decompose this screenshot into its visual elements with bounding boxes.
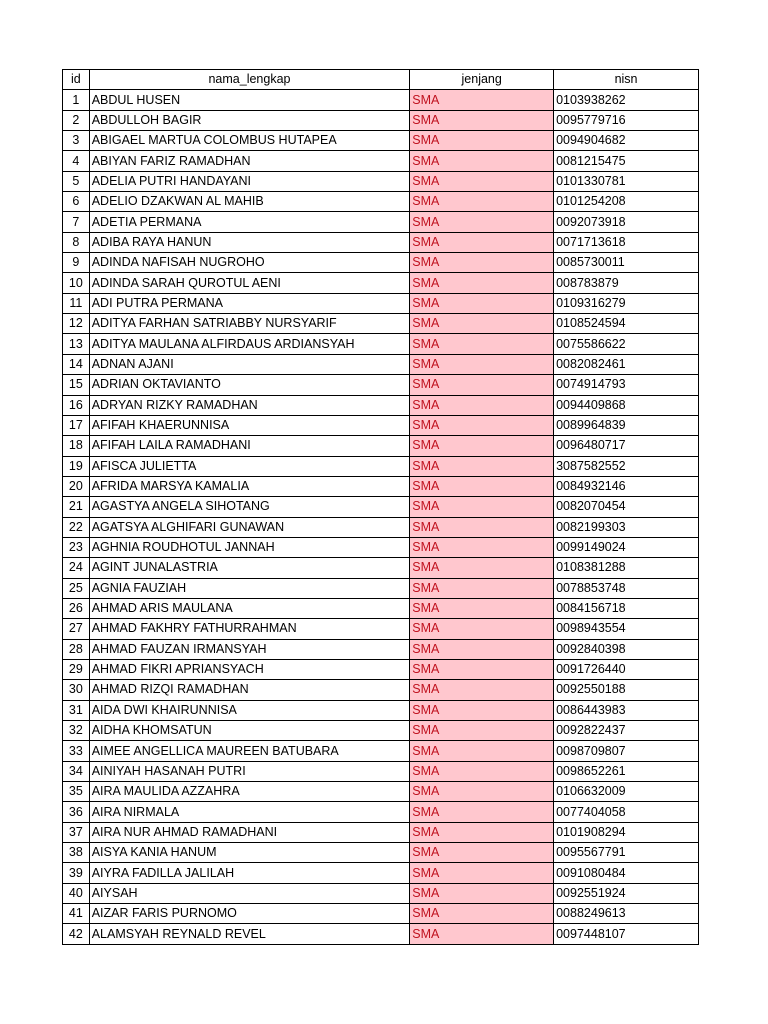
cell-nisn: 0109316279 (554, 293, 699, 313)
cell-id: 5 (63, 171, 90, 191)
cell-jenjang: SMA (410, 822, 554, 842)
table-row (63, 293, 699, 313)
cell-id: 2 (63, 110, 90, 130)
header-nisn: nisn (554, 70, 699, 90)
table-row (63, 497, 699, 517)
cell-id: 27 (63, 619, 90, 639)
cell-nama-lengkap: ADITYA MAULANA ALFIRDAUS ARDIANSYAH (89, 334, 410, 354)
cell-id: 12 (63, 314, 90, 334)
table-row (63, 375, 699, 395)
table-row (63, 110, 699, 130)
table-row (63, 395, 699, 415)
cell-id: 26 (63, 598, 90, 618)
cell-nisn: 0081215475 (554, 151, 699, 171)
table-row (63, 904, 699, 924)
cell-nama-lengkap: ADELIO DZAKWAN AL MAHIB (89, 192, 410, 212)
cell-jenjang: SMA (410, 415, 554, 435)
header-jenjang: jenjang (410, 70, 554, 90)
cell-jenjang: SMA (410, 293, 554, 313)
cell-nama-lengkap: AIRA NIRMALA (89, 802, 410, 822)
cell-id: 38 (63, 843, 90, 863)
header-row (63, 70, 699, 90)
cell-jenjang: SMA (410, 314, 554, 334)
cell-nisn: 0092551924 (554, 883, 699, 903)
table-row (63, 619, 699, 639)
cell-nama-lengkap: ADINDA SARAH QUROTUL AENI (89, 273, 410, 293)
cell-jenjang: SMA (410, 436, 554, 456)
cell-nama-lengkap: ADI PUTRA PERMANA (89, 293, 410, 313)
cell-nisn: 0092550188 (554, 680, 699, 700)
cell-jenjang: SMA (410, 700, 554, 720)
cell-id: 37 (63, 822, 90, 842)
table-row (63, 782, 699, 802)
table-row (63, 171, 699, 191)
cell-jenjang: SMA (410, 375, 554, 395)
cell-nisn: 0099149024 (554, 537, 699, 557)
table-row (63, 741, 699, 761)
table-row (63, 578, 699, 598)
cell-nama-lengkap: ABDUL HUSEN (89, 90, 410, 110)
cell-nisn: 0074914793 (554, 375, 699, 395)
cell-nisn: 0092073918 (554, 212, 699, 232)
cell-nisn: 0082070454 (554, 497, 699, 517)
cell-id: 11 (63, 293, 90, 313)
cell-jenjang: SMA (410, 151, 554, 171)
cell-nama-lengkap: ADINDA NAFISAH NUGROHO (89, 253, 410, 273)
table-row (63, 253, 699, 273)
table-row (63, 537, 699, 557)
table-row (63, 659, 699, 679)
cell-nama-lengkap: ADITYA FARHAN SATRIABBY NURSYARIF (89, 314, 410, 334)
cell-nisn: 0103938262 (554, 90, 699, 110)
cell-jenjang: SMA (410, 802, 554, 822)
cell-nama-lengkap: AGATSYA ALGHIFARI GUNAWAN (89, 517, 410, 537)
table-row (63, 415, 699, 435)
cell-id: 13 (63, 334, 90, 354)
table-row (63, 476, 699, 496)
cell-nisn: 0095567791 (554, 843, 699, 863)
cell-nisn: 0082082461 (554, 354, 699, 374)
cell-nama-lengkap: ADRYAN RIZKY RAMADHAN (89, 395, 410, 415)
cell-id: 32 (63, 721, 90, 741)
cell-jenjang: SMA (410, 924, 554, 944)
table-row (63, 863, 699, 883)
table-row (63, 700, 699, 720)
cell-jenjang: SMA (410, 456, 554, 476)
cell-id: 28 (63, 639, 90, 659)
cell-id: 23 (63, 537, 90, 557)
cell-nama-lengkap: AGASTYA ANGELA SIHOTANG (89, 497, 410, 517)
cell-jenjang: SMA (410, 883, 554, 903)
cell-nisn: 0101908294 (554, 822, 699, 842)
cell-nama-lengkap: AGNIA FAUZIAH (89, 578, 410, 598)
cell-jenjang: SMA (410, 680, 554, 700)
cell-id: 22 (63, 517, 90, 537)
header-nama-lengkap: nama_lengkap (89, 70, 410, 90)
cell-id: 36 (63, 802, 90, 822)
cell-jenjang: SMA (410, 904, 554, 924)
cell-jenjang: SMA (410, 721, 554, 741)
cell-nisn: 0101254208 (554, 192, 699, 212)
cell-nama-lengkap: AIRA MAULIDA AZZAHRA (89, 782, 410, 802)
table-row (63, 456, 699, 476)
cell-nama-lengkap: AINIYAH HASANAH PUTRI (89, 761, 410, 781)
cell-nama-lengkap: AFIFAH LAILA RAMADHANI (89, 436, 410, 456)
table-row (63, 517, 699, 537)
table-row (63, 90, 699, 110)
cell-jenjang: SMA (410, 517, 554, 537)
table-row (63, 680, 699, 700)
cell-jenjang: SMA (410, 537, 554, 557)
cell-jenjang: SMA (410, 782, 554, 802)
cell-nisn: 0085730011 (554, 253, 699, 273)
cell-id: 34 (63, 761, 90, 781)
cell-jenjang: SMA (410, 131, 554, 151)
cell-nama-lengkap: AIDHA KHOMSATUN (89, 721, 410, 741)
cell-id: 4 (63, 151, 90, 171)
cell-jenjang: SMA (410, 253, 554, 273)
cell-jenjang: SMA (410, 476, 554, 496)
cell-nisn: 0075586622 (554, 334, 699, 354)
cell-nama-lengkap: AIDA DWI KHAIRUNNISA (89, 700, 410, 720)
header-id: id (63, 70, 90, 90)
cell-jenjang: SMA (410, 497, 554, 517)
cell-id: 40 (63, 883, 90, 903)
cell-jenjang: SMA (410, 761, 554, 781)
cell-nisn: 0101330781 (554, 171, 699, 191)
cell-nisn: 0091080484 (554, 863, 699, 883)
cell-nama-lengkap: ABIGAEL MARTUA COLOMBUS HUTAPEA (89, 131, 410, 151)
cell-nama-lengkap: AHMAD ARIS MAULANA (89, 598, 410, 618)
cell-nama-lengkap: AHMAD RIZQI RAMADHAN (89, 680, 410, 700)
cell-jenjang: SMA (410, 843, 554, 863)
cell-nama-lengkap: AIRA NUR AHMAD RAMADHANI (89, 822, 410, 842)
cell-nama-lengkap: ADETIA PERMANA (89, 212, 410, 232)
cell-nisn: 008783879 (554, 273, 699, 293)
cell-nama-lengkap: AFRIDA MARSYA KAMALIA (89, 476, 410, 496)
cell-id: 20 (63, 476, 90, 496)
cell-id: 3 (63, 131, 90, 151)
table-row (63, 639, 699, 659)
cell-nama-lengkap: AIYRA FADILLA JALILAH (89, 863, 410, 883)
cell-nisn: 0106632009 (554, 782, 699, 802)
cell-jenjang: SMA (410, 659, 554, 679)
cell-nama-lengkap: ADELIA PUTRI HANDAYANI (89, 171, 410, 191)
cell-nisn: 0095779716 (554, 110, 699, 130)
table-row (63, 598, 699, 618)
table-row (63, 192, 699, 212)
cell-nama-lengkap: ALAMSYAH REYNALD REVEL (89, 924, 410, 944)
cell-nisn: 3087582552 (554, 456, 699, 476)
cell-id: 31 (63, 700, 90, 720)
table-row (63, 354, 699, 374)
cell-jenjang: SMA (410, 395, 554, 415)
table-row (63, 151, 699, 171)
table-row (63, 558, 699, 578)
cell-nisn: 0092822437 (554, 721, 699, 741)
cell-id: 25 (63, 578, 90, 598)
cell-nama-lengkap: ADNAN AJANI (89, 354, 410, 374)
cell-nama-lengkap: AIYSAH (89, 883, 410, 903)
cell-jenjang: SMA (410, 212, 554, 232)
cell-jenjang: SMA (410, 110, 554, 130)
cell-id: 1 (63, 90, 90, 110)
cell-id: 21 (63, 497, 90, 517)
cell-jenjang: SMA (410, 578, 554, 598)
cell-nama-lengkap: AISYA KANIA HANUM (89, 843, 410, 863)
cell-nisn: 0077404058 (554, 802, 699, 822)
cell-jenjang: SMA (410, 192, 554, 212)
cell-nama-lengkap: AIZAR FARIS PURNOMO (89, 904, 410, 924)
cell-nisn: 0096480717 (554, 436, 699, 456)
cell-id: 17 (63, 415, 90, 435)
cell-id: 42 (63, 924, 90, 944)
cell-nisn: 0084932146 (554, 476, 699, 496)
table-row (63, 232, 699, 252)
cell-id: 8 (63, 232, 90, 252)
cell-id: 41 (63, 904, 90, 924)
cell-nisn: 0108381288 (554, 558, 699, 578)
cell-nisn: 0098943554 (554, 619, 699, 639)
cell-jenjang: SMA (410, 619, 554, 639)
cell-id: 9 (63, 253, 90, 273)
cell-nisn: 0091726440 (554, 659, 699, 679)
table-body (63, 90, 699, 944)
table-row (63, 802, 699, 822)
table-row (63, 822, 699, 842)
table-row (63, 273, 699, 293)
cell-id: 19 (63, 456, 90, 476)
cell-id: 29 (63, 659, 90, 679)
cell-nisn: 0086443983 (554, 700, 699, 720)
cell-id: 33 (63, 741, 90, 761)
cell-nisn: 0088249613 (554, 904, 699, 924)
cell-jenjang: SMA (410, 232, 554, 252)
table-header (63, 70, 699, 90)
cell-nama-lengkap: AIMEE ANGELLICA MAUREEN BATUBARA (89, 741, 410, 761)
table-row (63, 334, 699, 354)
cell-id: 15 (63, 375, 90, 395)
table-row (63, 436, 699, 456)
cell-nama-lengkap: ADIBA RAYA HANUN (89, 232, 410, 252)
cell-jenjang: SMA (410, 863, 554, 883)
student-table (62, 69, 699, 945)
cell-nama-lengkap: AHMAD FAUZAN IRMANSYAH (89, 639, 410, 659)
cell-nama-lengkap: AHMAD FAKHRY FATHURRAHMAN (89, 619, 410, 639)
cell-id: 7 (63, 212, 90, 232)
cell-nama-lengkap: ADRIAN OKTAVIANTO (89, 375, 410, 395)
cell-nama-lengkap: ABIYAN FARIZ RAMADHAN (89, 151, 410, 171)
cell-jenjang: SMA (410, 354, 554, 374)
cell-nisn: 0082199303 (554, 517, 699, 537)
cell-nama-lengkap: AHMAD FIKRI APRIANSYACH (89, 659, 410, 679)
table-row (63, 843, 699, 863)
cell-nama-lengkap: ABDULLOH BAGIR (89, 110, 410, 130)
cell-id: 24 (63, 558, 90, 578)
table-row (63, 212, 699, 232)
cell-id: 30 (63, 680, 90, 700)
cell-jenjang: SMA (410, 639, 554, 659)
cell-nisn: 0097448107 (554, 924, 699, 944)
cell-id: 14 (63, 354, 90, 374)
cell-jenjang: SMA (410, 334, 554, 354)
cell-nama-lengkap: AFIFAH KHAERUNNISA (89, 415, 410, 435)
cell-nisn: 0098652261 (554, 761, 699, 781)
cell-nama-lengkap: AGHNIA ROUDHOTUL JANNAH (89, 537, 410, 557)
cell-id: 10 (63, 273, 90, 293)
table-row (63, 721, 699, 741)
cell-id: 16 (63, 395, 90, 415)
cell-jenjang: SMA (410, 90, 554, 110)
cell-nisn: 0078853748 (554, 578, 699, 598)
cell-jenjang: SMA (410, 741, 554, 761)
cell-nama-lengkap: AFISCA JULIETTA (89, 456, 410, 476)
cell-nisn: 0094904682 (554, 131, 699, 151)
cell-id: 18 (63, 436, 90, 456)
cell-jenjang: SMA (410, 558, 554, 578)
cell-nisn: 0089964839 (554, 415, 699, 435)
table-row (63, 314, 699, 334)
cell-nisn: 0094409868 (554, 395, 699, 415)
cell-id: 35 (63, 782, 90, 802)
cell-jenjang: SMA (410, 273, 554, 293)
table-row (63, 761, 699, 781)
cell-nisn: 0092840398 (554, 639, 699, 659)
table-row (63, 131, 699, 151)
cell-nama-lengkap: AGINT JUNALASTRIA (89, 558, 410, 578)
cell-nisn: 0071713618 (554, 232, 699, 252)
cell-jenjang: SMA (410, 171, 554, 191)
table-row (63, 883, 699, 903)
cell-id: 6 (63, 192, 90, 212)
cell-nisn: 0084156718 (554, 598, 699, 618)
table-row (63, 924, 699, 944)
cell-jenjang: SMA (410, 598, 554, 618)
cell-id: 39 (63, 863, 90, 883)
cell-nisn: 0098709807 (554, 741, 699, 761)
cell-nisn: 0108524594 (554, 314, 699, 334)
